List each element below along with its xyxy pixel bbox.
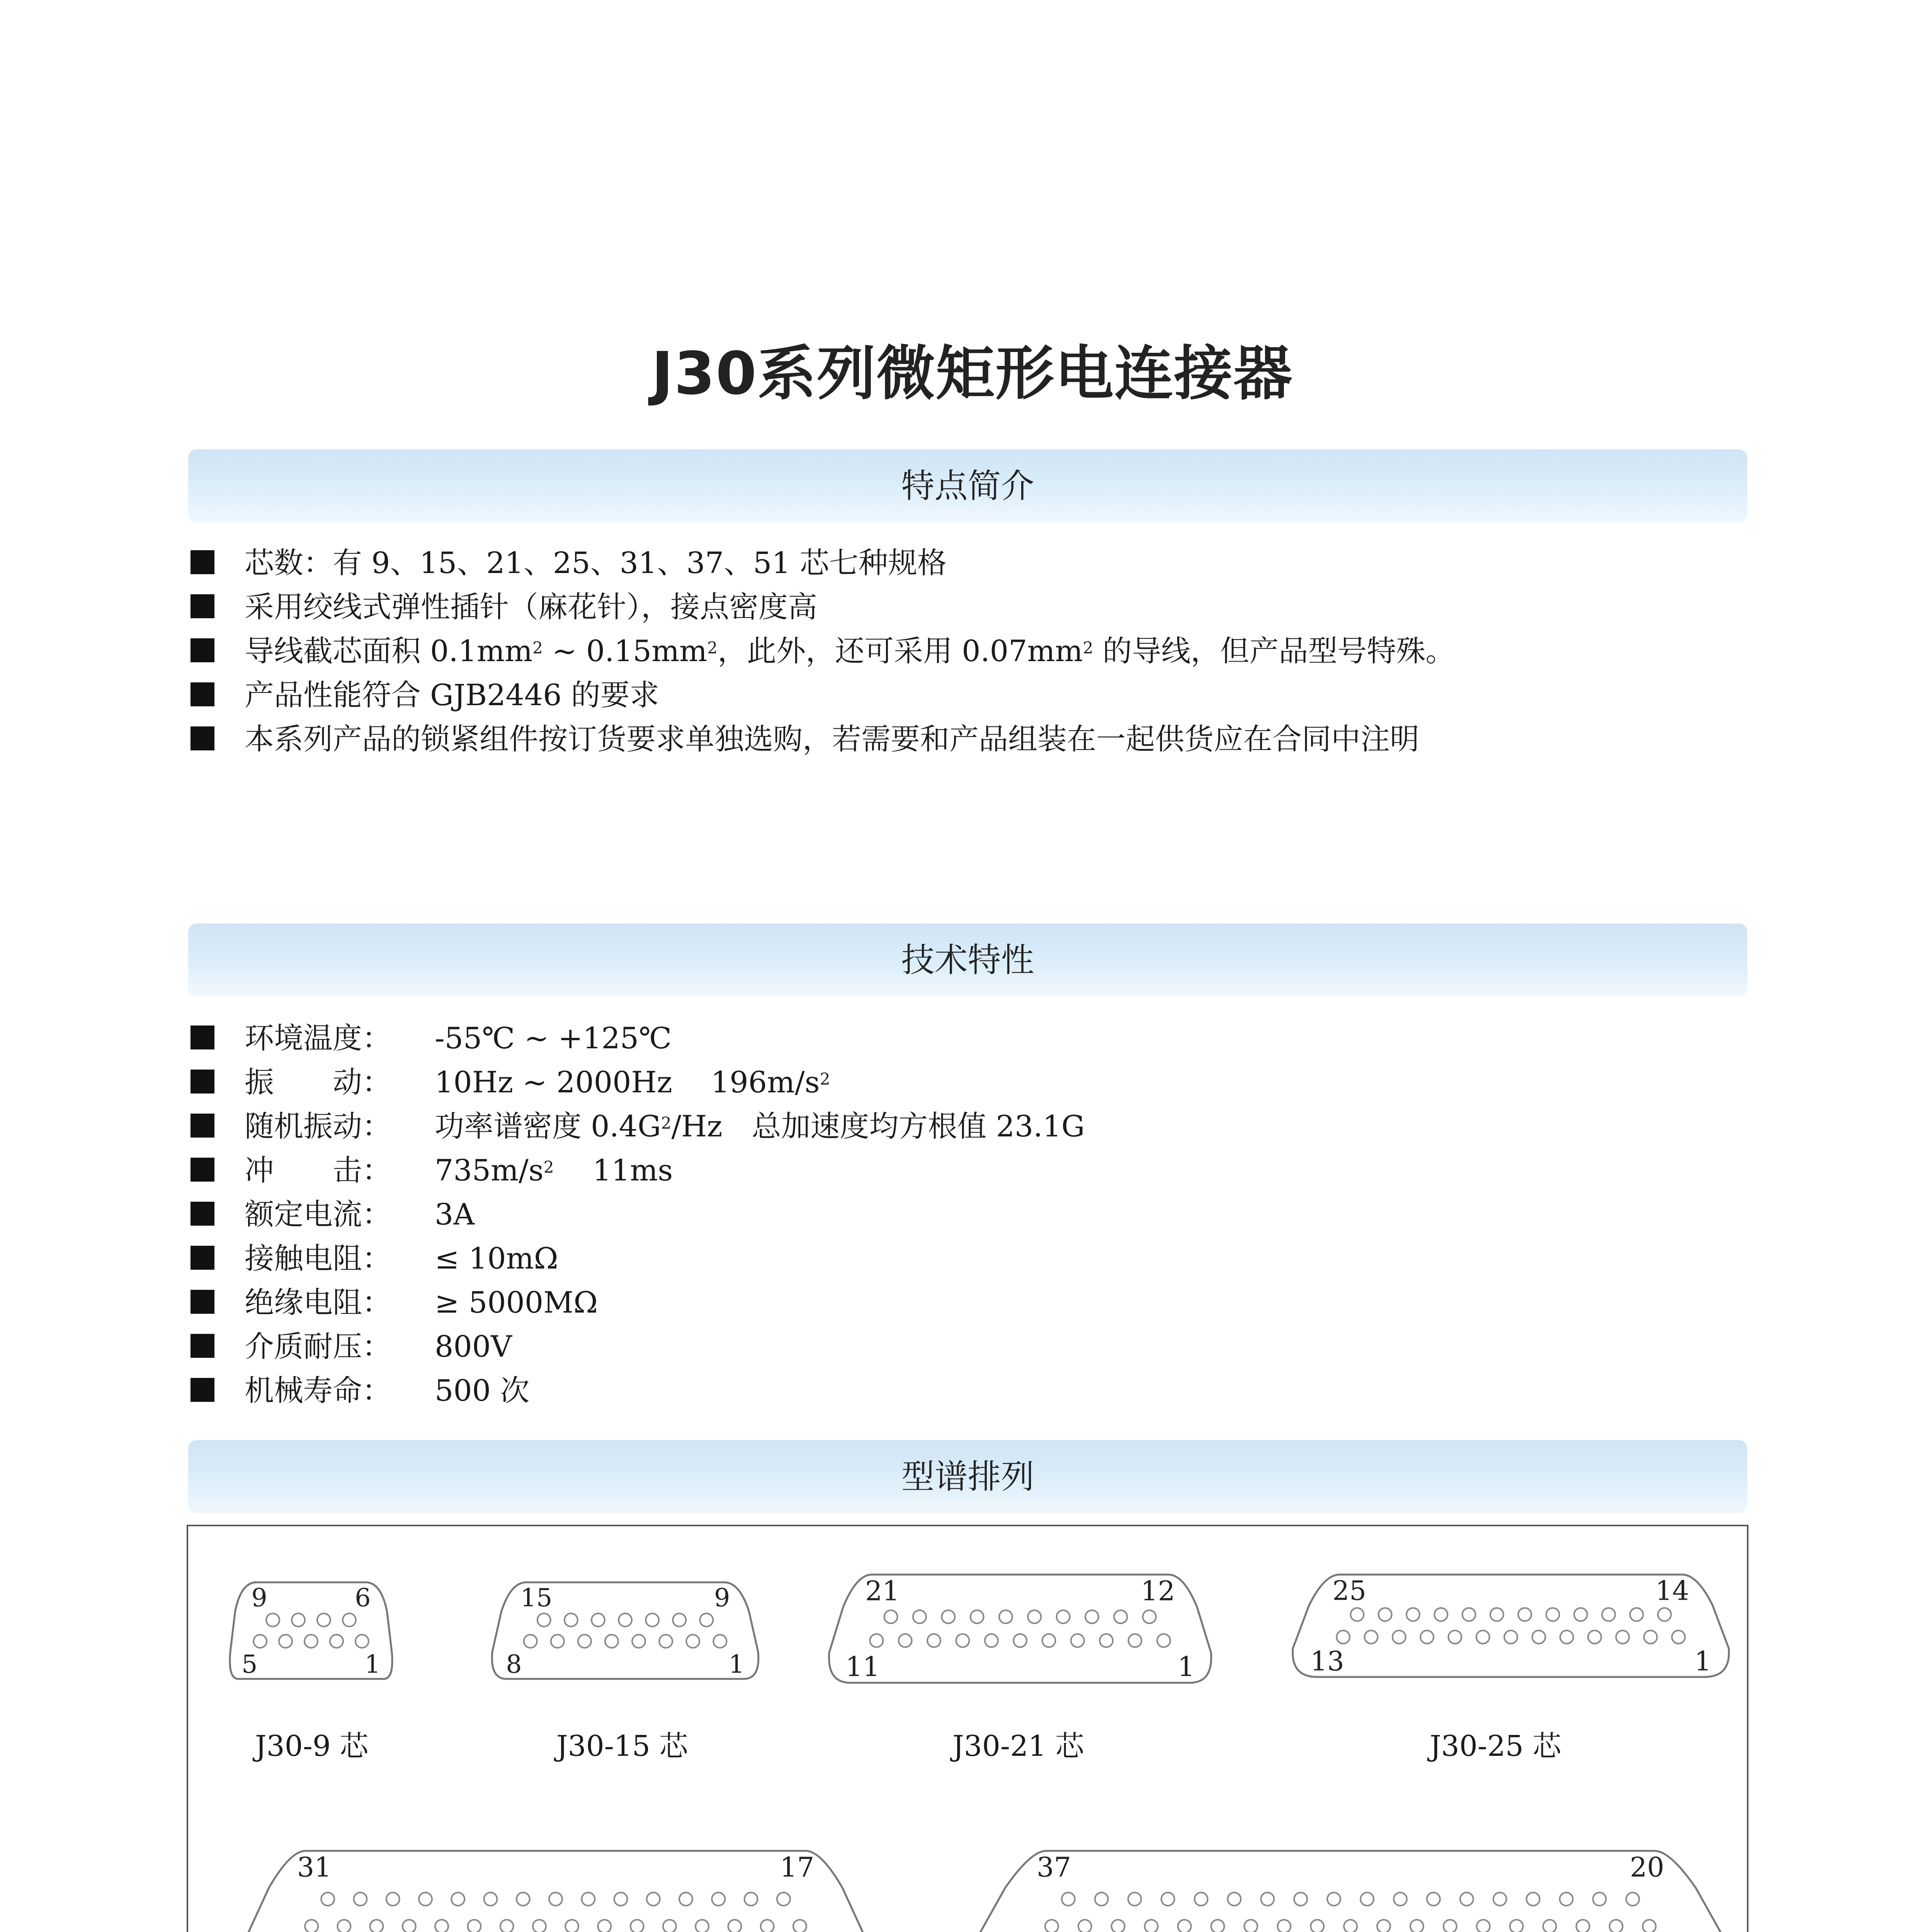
square-bullet-icon xyxy=(190,1246,214,1270)
square-bullet-icon xyxy=(190,1202,214,1226)
connector-caption: J30-15 芯 xyxy=(556,1730,688,1763)
connector-diagram-25 xyxy=(1287,1571,1735,1681)
connector-diagram-9 xyxy=(224,1578,398,1683)
square-bullet-icon xyxy=(190,726,214,750)
connector-diagram-15 xyxy=(486,1578,764,1683)
connector-shell xyxy=(245,1851,867,1932)
square-bullet-icon xyxy=(190,1070,214,1094)
pin-number-label: 1 xyxy=(1694,1646,1711,1677)
pin-number-label: 1 xyxy=(1177,1651,1195,1683)
square-bullet-icon xyxy=(190,1026,214,1049)
pin-number-label: 25 xyxy=(1332,1575,1366,1607)
pin-number-label: 20 xyxy=(1629,1851,1665,1883)
pin-number-label: 12 xyxy=(1141,1575,1175,1607)
connector-caption: J30-21 芯 xyxy=(952,1730,1084,1763)
list-item: 绝缘电阻： ≥ 5000MΩ xyxy=(190,1281,1085,1325)
list-item: 产品性能符合 GJB2446 的要求 xyxy=(190,673,1455,717)
list-item: 介质耐压： 800V xyxy=(190,1325,1085,1369)
pin-number-label: 21 xyxy=(865,1575,900,1607)
connector-diagram-31 xyxy=(239,1847,872,1932)
tech-list xyxy=(190,1016,1085,1413)
pin-number-label: 1 xyxy=(728,1650,745,1679)
pin-number-label: 9 xyxy=(714,1583,730,1612)
square-bullet-icon xyxy=(190,1378,214,1402)
page-title: J30系列微矩形电连接器 xyxy=(651,339,1293,408)
square-bullet-icon xyxy=(190,1334,214,1358)
list-item: 环境温度： -55℃ ~ +125℃ xyxy=(190,1016,1085,1060)
list-item: 冲 击： $735m/s^2$ 11ms xyxy=(190,1148,1085,1192)
list-item: 采用绞线式弹性插针（麻花针），接点密度高 xyxy=(190,585,1455,629)
pin-number-label: 9 xyxy=(251,1583,267,1612)
pin-number-label: 37 xyxy=(1036,1851,1071,1883)
list-item: 振 动： 10Hz ~ 2000Hz $196m/s^2$ xyxy=(190,1060,1085,1104)
pin-number-label: 14 xyxy=(1655,1575,1689,1607)
square-bullet-icon xyxy=(190,1290,214,1314)
square-bullet-icon xyxy=(190,682,214,706)
pin-number-label: 15 xyxy=(520,1583,553,1612)
square-bullet-icon xyxy=(190,638,214,662)
connector-caption: J30-9 芯 xyxy=(255,1730,369,1763)
connector-diagram-21 xyxy=(823,1571,1217,1687)
list-item: 机械寿命： 500 次 xyxy=(190,1369,1085,1413)
square-bullet-icon xyxy=(190,550,214,574)
pin-number-label: 31 xyxy=(297,1851,332,1883)
pin-number-label: 1 xyxy=(364,1650,381,1679)
features-list xyxy=(190,541,1455,761)
pin-number-label: 17 xyxy=(780,1851,815,1883)
list-item: 额定电流： 3A xyxy=(190,1192,1085,1236)
pin-number-label: 11 xyxy=(845,1651,880,1683)
pin-number-label: 6 xyxy=(355,1583,371,1612)
connector-diagram-37 xyxy=(970,1847,1731,1932)
features-heading: 特点简介 xyxy=(188,449,1747,523)
pin-number-label: 13 xyxy=(1310,1646,1344,1677)
list-item: 导线截芯面积 $0.1mm^2$ ~ $0.15mm^2$，此外，还可采用 $0.07mm^2$ 的导线，但产品型号特殊。 xyxy=(190,629,1455,673)
layout-heading: 型谱排列 xyxy=(188,1440,1747,1514)
connector-caption: J30-25 芯 xyxy=(1430,1730,1561,1763)
pin-number-label: 8 xyxy=(506,1650,522,1679)
pin-number-label: 5 xyxy=(242,1650,258,1679)
square-bullet-icon xyxy=(190,1114,214,1138)
tech-heading: 技术特性 xyxy=(188,923,1747,997)
square-bullet-icon xyxy=(190,1158,214,1182)
list-item: 随机振动： 功率谱密度 $0.4G^2/Hz$ 总加速度均方根值 23.1G xyxy=(190,1104,1085,1148)
list-item: 接触电阻： ≤ 10mΩ xyxy=(190,1236,1085,1281)
list-item: 芯数：有 9、15、21、25、31、37、51 芯七种规格 xyxy=(190,541,1455,585)
list-item: 本系列产品的锁紧组件按订货要求单独选购，若需要和产品组装在一起供货应在合同中注明 xyxy=(190,717,1455,761)
square-bullet-icon xyxy=(190,594,214,618)
